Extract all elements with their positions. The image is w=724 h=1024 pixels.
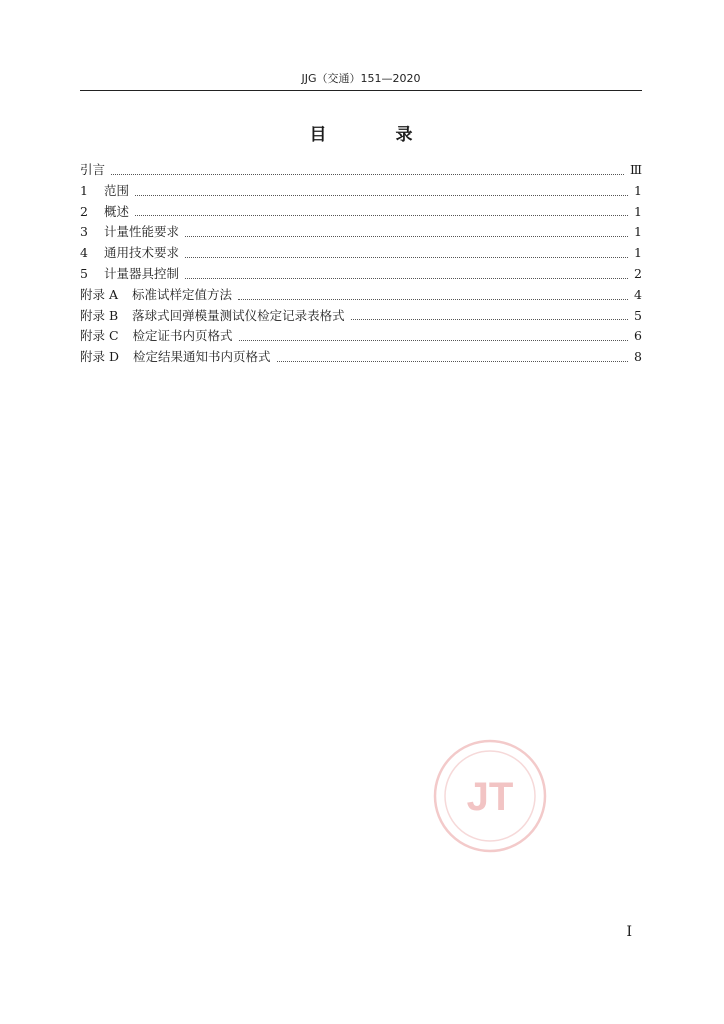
toc-entry[interactable]: [80, 326, 642, 347]
toc-entry-label: 计量性能要求: [103, 224, 179, 240]
toc-entry-number: 附录 D: [80, 349, 119, 365]
seal-text: JT: [466, 775, 514, 819]
toc-entry-number: 附录 C: [80, 328, 119, 344]
header-rule: [80, 90, 642, 91]
toc-leader-dots: [239, 340, 628, 341]
toc-entry[interactable]: [80, 181, 642, 202]
toc-entry-page: 5: [634, 307, 642, 323]
toc-entry-label: 标准试样定值方法: [132, 286, 233, 302]
toc-leader-dots: [185, 257, 628, 258]
toc-entry[interactable]: [80, 202, 642, 223]
toc-entry[interactable]: [80, 285, 642, 306]
footer-page-number: Ⅰ: [626, 924, 632, 940]
toc-entry-number: 附录 A: [80, 286, 119, 302]
toc-entry-page: 8: [634, 349, 642, 365]
toc-leader-dots: [185, 278, 628, 279]
toc-entry[interactable]: [80, 264, 642, 285]
toc-entry-page: 1: [634, 182, 642, 198]
toc-entry-label: 计量器具控制: [103, 265, 179, 281]
toc-entry-label: 落球式回弹模量测试仪检定记录表格式: [132, 307, 345, 323]
toc-leader-dots: [185, 236, 628, 237]
toc-leader-dots: [111, 174, 624, 175]
toc-entry-page: 4: [634, 286, 642, 302]
toc-entry[interactable]: [80, 306, 642, 327]
page-header: JJG（交通）151—2020: [301, 72, 421, 85]
toc-entry-page: 2: [634, 265, 642, 281]
toc-entry-page: 1: [634, 224, 642, 240]
toc-entry-number: 附录 B: [80, 307, 119, 323]
toc-leader-dots: [277, 361, 628, 362]
toc-entry-number: 2: [80, 203, 88, 219]
toc-entry[interactable]: [80, 243, 642, 264]
toc-entry-number: 1: [80, 182, 88, 198]
toc-entry-label: 范围: [103, 182, 129, 198]
toc-entry-page: 1: [634, 203, 642, 219]
toc-leader-dots: [135, 215, 628, 216]
toc-entry-page: Ⅲ: [629, 162, 642, 177]
jt-seal-watermark: [432, 738, 548, 854]
toc-entry-label: 概述: [103, 203, 129, 219]
toc-entry-label: 通用技术要求: [103, 245, 179, 261]
toc-entry[interactable]: [80, 160, 642, 181]
toc-entry-number: 3: [80, 224, 88, 240]
toc-entry-page: 1: [634, 245, 642, 261]
toc-entry[interactable]: [80, 347, 642, 368]
toc-entry-number: 5: [80, 265, 88, 281]
toc-leader-dots: [351, 319, 628, 320]
table-of-contents: [80, 160, 642, 368]
toc-entry-page: 6: [634, 328, 642, 344]
toc-entry-label: 检定结果通知书内页格式: [133, 349, 271, 365]
toc-entry[interactable]: [80, 222, 642, 243]
toc-leader-dots: [238, 299, 628, 300]
toc-entry-number: 4: [80, 245, 88, 261]
page-title: 目 录: [309, 125, 439, 145]
toc-entry-label: 检定证书内页格式: [132, 328, 233, 344]
toc-entry-label: 引言: [80, 162, 106, 177]
toc-leader-dots: [135, 195, 628, 196]
